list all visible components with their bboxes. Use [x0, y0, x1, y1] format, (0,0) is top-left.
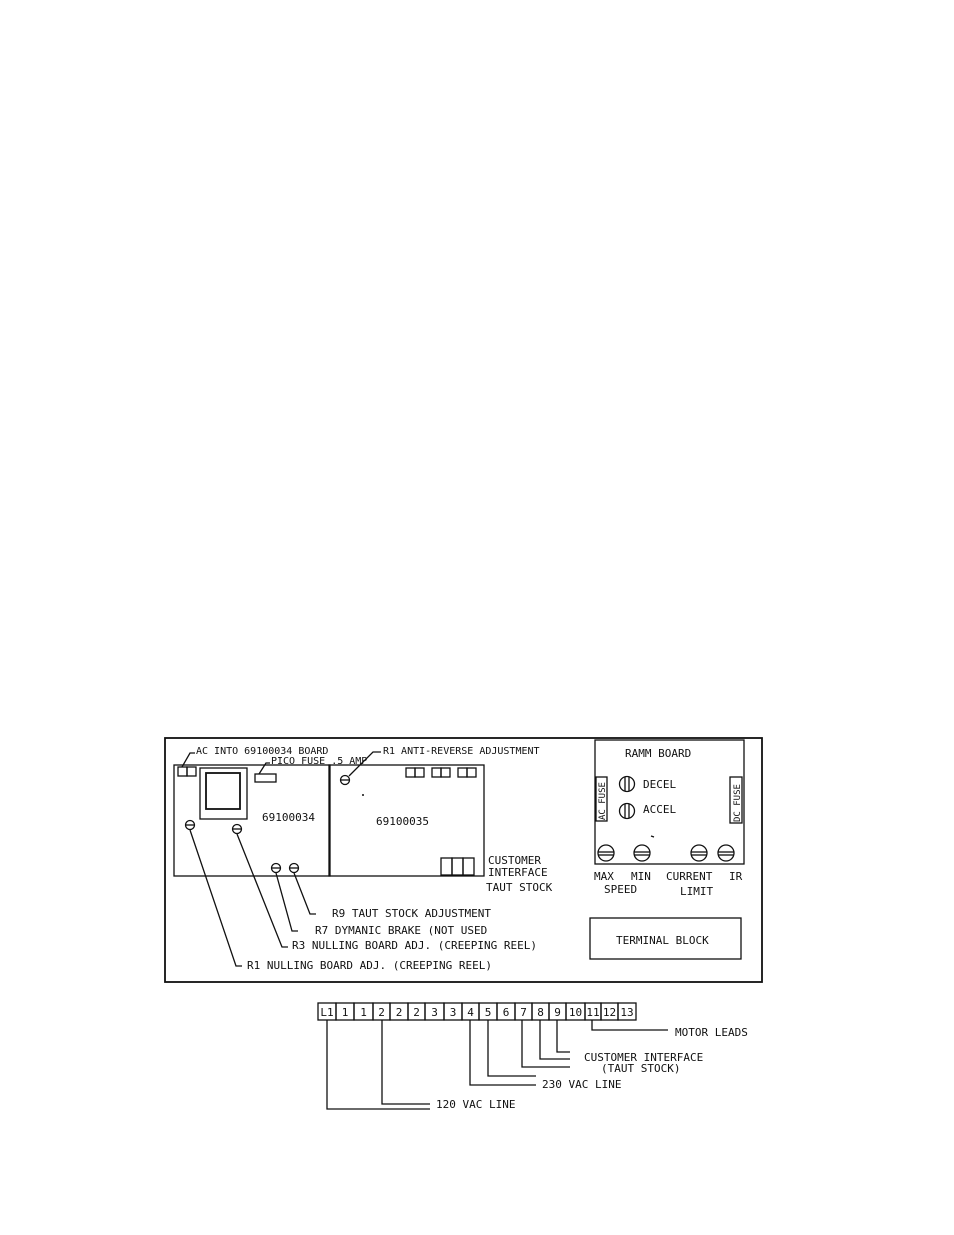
- terminal-label: 1: [341, 1006, 349, 1019]
- r1-nulling-label: R1 NULLING BOARD ADJ. (CREEPING REEL): [247, 959, 493, 972]
- min-pot: [634, 845, 650, 861]
- customer-interface-leader-c: [522, 1020, 570, 1067]
- vac-230-leader-b: [470, 1020, 536, 1085]
- board-69100034-label: 69100034: [262, 811, 315, 824]
- r1-nulling-pot: [186, 821, 195, 830]
- r9-label: R9 TAUT STOCK ADJUSTMENT: [332, 907, 491, 920]
- customer-interface-leader-b: [540, 1020, 570, 1059]
- r9-leader: [294, 873, 316, 914]
- pico-fuse-label: PICO FUSE .5 AMP: [271, 756, 368, 767]
- terminal-label: 5: [484, 1006, 492, 1019]
- terminal-label: 12: [602, 1006, 617, 1019]
- terminal-strip: [318, 1003, 636, 1020]
- r3-label: R3 NULLING BOARD ADJ. (CREEPING REEL): [292, 939, 538, 952]
- terminal-label: 4: [467, 1006, 474, 1019]
- terminal-label: 1: [360, 1006, 367, 1019]
- board-69100035-label: 69100035: [376, 815, 429, 828]
- vac-120-leader-a: [382, 1020, 430, 1104]
- decel-pot: [620, 777, 635, 792]
- customer-interface-connector: [441, 858, 474, 875]
- terminal-label: 13: [620, 1006, 634, 1019]
- taut-stock-paren-label: (TAUT STOCK): [601, 1062, 681, 1075]
- taut-stock-label: TAUT STOCK: [486, 881, 553, 894]
- limit-label: LIMIT: [680, 885, 714, 898]
- motor-leads-label: MOTOR LEADS: [675, 1026, 748, 1039]
- r7-label: R7 DYMANIC BRAKE (NOT USED: [315, 924, 488, 937]
- customer-interface-leader-a: [557, 1020, 570, 1052]
- customer-interface-label: CUSTOMER INTERFACE: [584, 1051, 704, 1064]
- vac-230-label: 230 VAC LINE: [542, 1078, 622, 1091]
- interface-label: INTERFACE: [488, 866, 548, 879]
- ac-into-board-label: AC INTO 69100034 BOARD: [196, 746, 329, 757]
- terminal-label: 7: [520, 1006, 527, 1019]
- terminal-label: 11: [586, 1006, 600, 1019]
- r7-leader: [276, 873, 298, 931]
- dc-fuse-label: DC FUSE: [733, 784, 743, 822]
- vac-120-label: 120 VAC LINE: [436, 1098, 516, 1111]
- customer-label: CUSTOMER: [488, 854, 541, 867]
- r3-nulling-pot: [233, 825, 242, 834]
- ramm-board-label: RAMM BOARD: [625, 747, 692, 760]
- transformer: [200, 768, 247, 819]
- max-speed-pot: [598, 845, 614, 861]
- ir-pot: [718, 845, 734, 861]
- decel-label: DECEL: [643, 778, 677, 791]
- min-label: MIN: [631, 870, 651, 883]
- accel-label: ACCEL: [643, 803, 677, 816]
- dot-mark: [362, 794, 364, 796]
- accel-pot: [620, 804, 635, 819]
- speed-label: SPEED: [604, 883, 638, 896]
- terminal-label: 2: [395, 1006, 403, 1019]
- terminal-label: 10: [568, 1006, 583, 1019]
- r1-anti-reverse-label: R1 ANTI-REVERSE ADJUSTMENT: [383, 746, 540, 757]
- ac-connector: [178, 767, 196, 776]
- tick-mark: [651, 836, 654, 837]
- terminal-label: L1: [320, 1006, 334, 1019]
- r9-pot: [290, 864, 299, 873]
- terminal-label: 9: [554, 1006, 561, 1019]
- vac-120-leader-b: [327, 1020, 430, 1109]
- terminal-label: 2: [378, 1006, 385, 1019]
- current-label: CURRENT: [666, 870, 713, 883]
- terminal-label: 3: [431, 1006, 438, 1019]
- terminal-label: 3: [449, 1006, 457, 1019]
- terminal-label: 8: [537, 1006, 544, 1019]
- r1-anti-reverse-pot: [341, 776, 350, 785]
- r7-pot: [272, 864, 281, 873]
- ir-label: IR: [729, 870, 743, 883]
- max-label: MAX: [594, 870, 614, 883]
- pico-fuse: [255, 774, 276, 782]
- terminal-block-label: TERMINAL BLOCK: [616, 934, 709, 947]
- board-connectors: [406, 768, 476, 777]
- current-limit-pot: [691, 845, 707, 861]
- terminal-label: 2: [413, 1006, 420, 1019]
- terminal-label: 6: [502, 1006, 510, 1019]
- r1-nulling-leader: [190, 830, 242, 966]
- ac-fuse-label: AC FUSE: [598, 782, 608, 820]
- motor-leads-leader: [592, 1020, 668, 1030]
